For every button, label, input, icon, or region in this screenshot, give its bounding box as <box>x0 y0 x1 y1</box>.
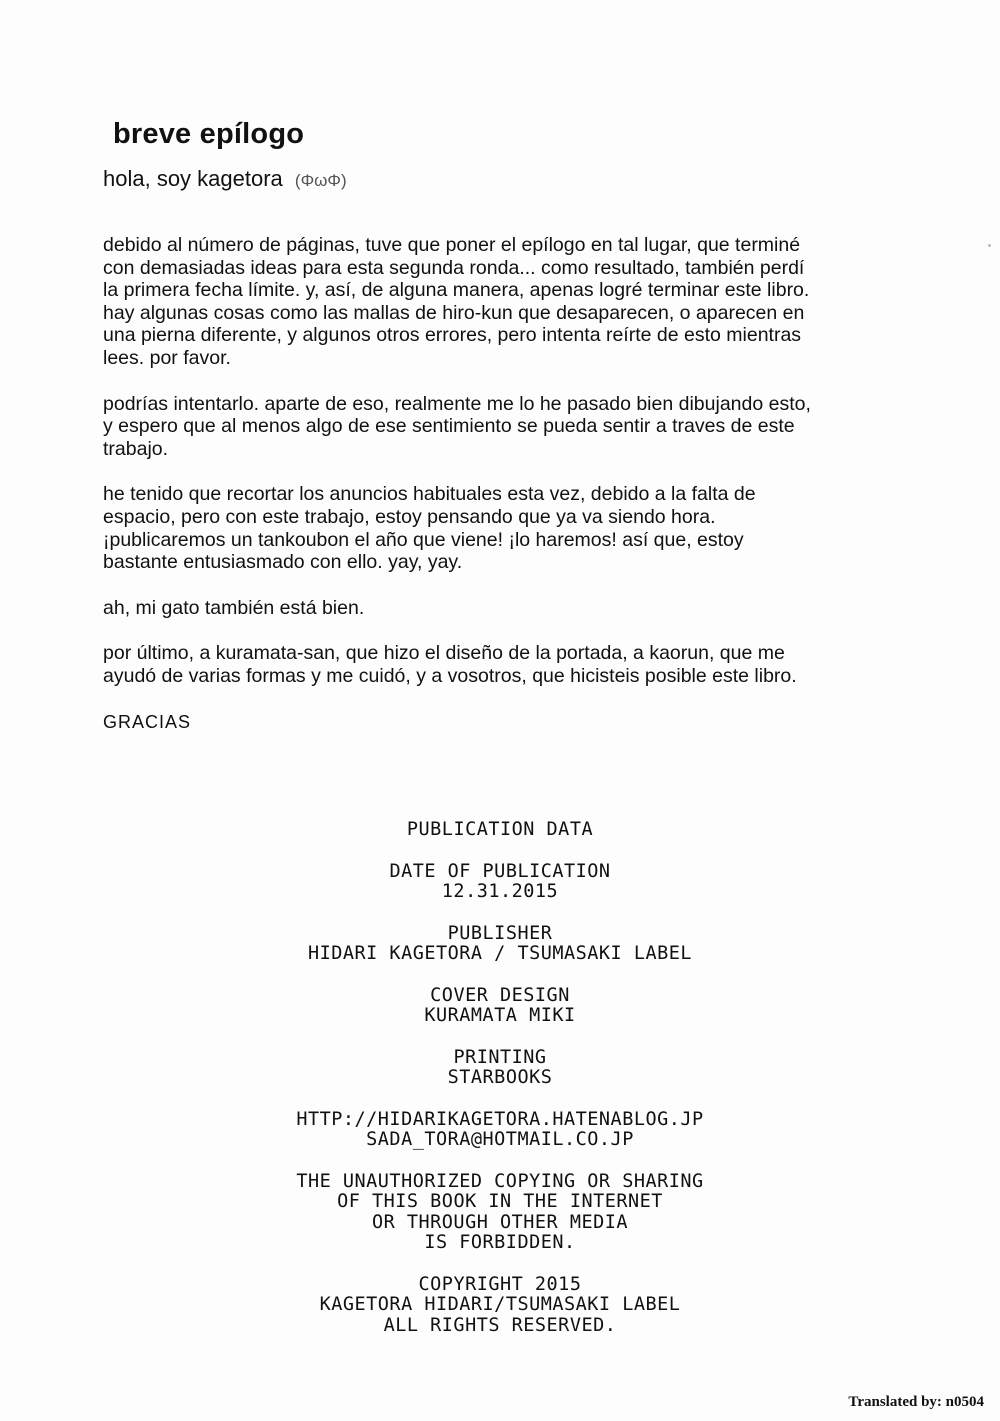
epilogue-body <box>103 234 893 733</box>
text-line: por último, a kuramata-san, que hizo el diseño de la portada, a kaorun, que me <box>103 642 785 665</box>
publication-data <box>0 820 1000 1357</box>
text-line: y espero que al menos algo de ese sentimiento se pueda sentir a traves de este <box>103 415 795 438</box>
translator-credit: Translated by: n0504 <box>848 1394 984 1410</box>
text-line: podrías intentarlo. aparte de eso, realmente me lo he pasado bien dibujando esto, <box>103 392 811 415</box>
greeting-line <box>103 162 893 196</box>
greeting-text: hola, soy kagetora <box>103 166 283 191</box>
block-label: COVER DESIGN <box>430 984 570 1006</box>
notice-line: THE UNAUTHORIZED COPYING OR SHARING <box>296 1170 704 1192</box>
block-value: STARBOOKS <box>447 1067 553 1088</box>
contact-block <box>0 1110 1000 1151</box>
publication-heading: PUBLICATION DATA <box>406 819 594 840</box>
block-value: HIDARI KAGETORA / TSUMASAKI LABEL <box>307 943 693 964</box>
email-address: SADA_TORA@HOTMAIL.CO.JP <box>366 1129 634 1150</box>
epilogue-section <box>103 112 893 756</box>
paragraph-4 <box>103 597 893 620</box>
cat-face-emoticon: (ΦωΦ) <box>294 171 347 190</box>
notice-line: OF THIS BOOK IN THE INTERNET <box>337 1191 663 1212</box>
text-line: con demasiadas ideas para esta segunda ronda... como resultado, también perdí <box>103 256 805 279</box>
block-label: PRINTING <box>453 1046 547 1068</box>
copyright-block <box>0 1275 1000 1337</box>
notice-line: IS FORBIDDEN. <box>424 1232 576 1253</box>
printing-block <box>0 1048 1000 1089</box>
scan-speck <box>988 244 991 247</box>
paragraph-2 <box>103 393 893 461</box>
copying-notice-block <box>0 1172 1000 1254</box>
text-line: ¡publicaremos un tankoubon el año que viene! ¡lo haremos! así que, estoy <box>103 528 744 551</box>
paragraph-3 <box>103 483 893 573</box>
text-line: trabajo. <box>103 437 169 460</box>
block-label: PUBLISHER <box>447 922 553 944</box>
signoff: GRACIAS <box>103 711 192 732</box>
copyright-line: ALL RIGHTS RESERVED. <box>383 1314 617 1336</box>
epilogue-title: breve epílogo <box>113 118 305 150</box>
block-value: KURAMATA MIKI <box>424 1005 576 1026</box>
text-line: la primera fecha límite. y, así, de alguna manera, apenas logré terminar este libro. <box>103 279 810 302</box>
copyright-line: KAGETORA HIDARI/TSUMASAKI LABEL <box>319 1294 681 1315</box>
website-url: HTTP://HIDARIKAGETORA.HATENABLOG.JP <box>296 1108 704 1130</box>
copyright-line: COPYRIGHT 2015 <box>418 1273 582 1295</box>
text-line: ah, mi gato también está bien. <box>103 596 365 619</box>
text-line: debido al número de páginas, tuve que poner el epílogo en tal lugar, que terminé <box>103 234 801 256</box>
text-line: bastante entusiasmado con ello. yay, yay. <box>103 551 463 574</box>
text-line: lees. por favor. <box>103 346 231 369</box>
text-line: ayudó de varias formas y me cuidó, y a vosotros, que hicisteis posible este libro. <box>103 664 797 687</box>
text-line: una pierna diferente, y algunos otros errores, pero intenta reírte de esto mientras <box>103 324 802 347</box>
cover-design-block <box>0 986 1000 1027</box>
paragraph-1 <box>103 234 893 370</box>
block-label: DATE OF PUBLICATION <box>389 860 611 882</box>
date-of-publication-block <box>0 862 1000 903</box>
publisher-block <box>0 924 1000 965</box>
text-line: espacio, pero con este trabajo, estoy pensando que ya va siendo hora. <box>103 505 716 528</box>
notice-line: OR THROUGH OTHER MEDIA <box>371 1211 629 1233</box>
text-line: hay algunas cosas como las mallas de hiro-kun que desaparecen, o aparecen en <box>103 301 805 324</box>
text-line: he tenido que recortar los anuncios habituales esta vez, debido a la falta de <box>103 483 756 506</box>
block-value: 12.31.2015 <box>441 881 559 902</box>
paragraph-5 <box>103 642 893 687</box>
